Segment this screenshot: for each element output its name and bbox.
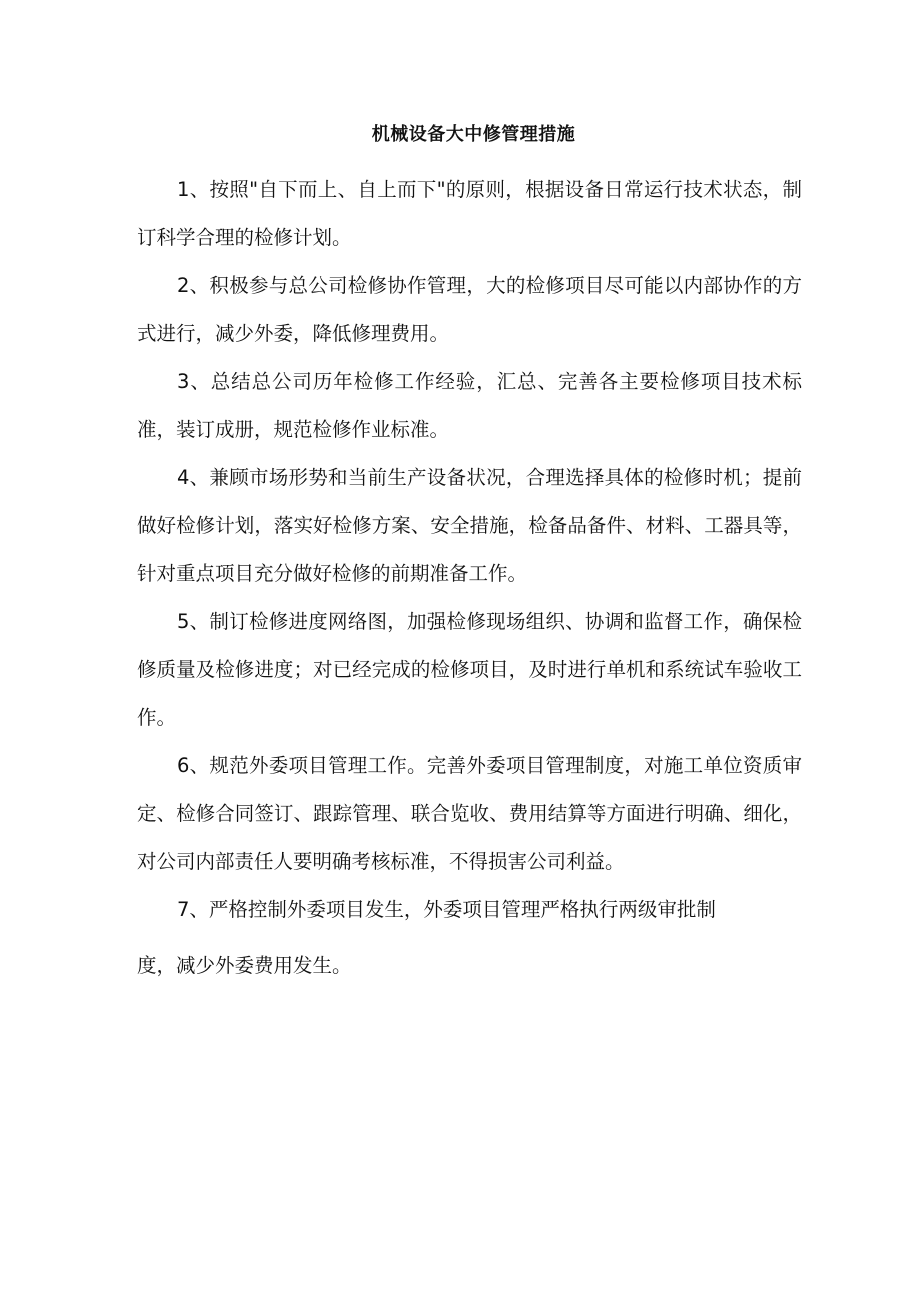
measure-item-2: 2、积极参与总公司检修协作管理，大的检修项目尽可能以内部协作的方式进行，减少外委，降低修理费用。	[137, 274, 802, 345]
measure-item-1: 1、按照"自下而上、自上而下"的原则，根据设备日常运行技术状态，制订科学合理的检修计划。	[137, 178, 802, 249]
measure-item-5: 5、制订检修进度网络图，加强检修现场组织、协调和监督工作，确保检修质量及检修进度；对已经完成的检修项目，及时进行单机和系统试车验收工作。	[137, 610, 802, 729]
measure-item-3: 3、总结总公司历年检修工作经验，汇总、完善各主要检修项目技术标准，装订成册，规范检修作业标准。	[137, 370, 802, 441]
measure-item-7	[137, 886, 802, 990]
measure-item-7-line-2: 度，减少外委费用发生。	[137, 954, 352, 977]
measure-item-7-line-1: 7、严格控制外委项目发生，外委项目管理严格执行两级审批制	[177, 898, 716, 921]
document-title: 机械设备大中修管理措施	[371, 124, 576, 145]
measure-item-4: 4、兼顾市场形势和当前生产设备状况，合理选择具体的检修时机；提前做好检修计划，落实好检修方案、安全措施，检备品备件、材料、工器具等，针对重点项目充分做好检修的前期准备工作。	[137, 466, 802, 585]
measures-list	[137, 166, 802, 990]
measure-item-6: 6、规范外委项目管理工作。完善外委项目管理制度，对施工单位资质审定、检修合同签订、跟踪管理、联合览收、费用结算等方面进行明确、细化，对公司内部责任人要明确考核标准，不得损害公司利益。	[137, 754, 802, 873]
